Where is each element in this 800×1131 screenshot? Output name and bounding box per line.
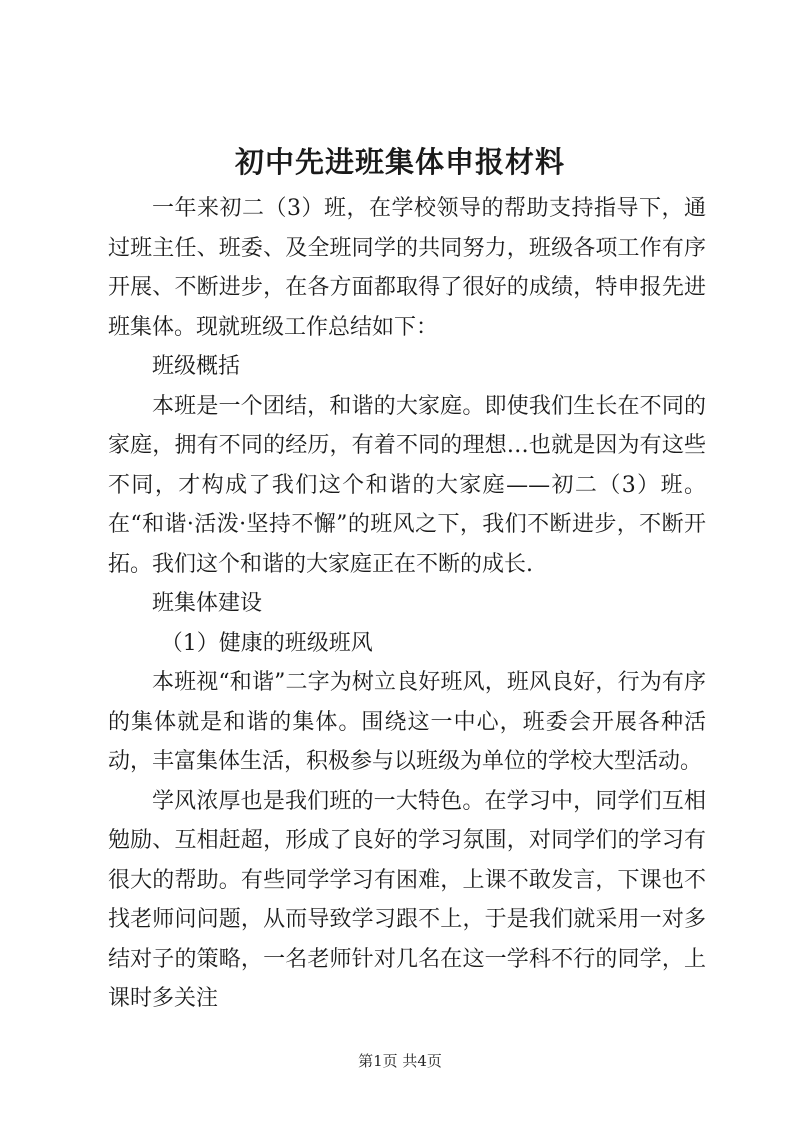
subsection-heading-class-style: （1）健康的班级班风 [160,630,373,656]
section-heading-class-building: 班集体建设 [152,591,263,616]
document-title: 初中先进班集体申报材料 [234,145,565,179]
document-body [108,189,706,1019]
section-heading-class-overview: 班级概括 [152,354,241,379]
intro-paragraph: 一年来初二（3）班，在学校领导的帮助支持指导下，通过班主任、班委、及全班同学的共同努力，班级各项工作有序开展、不断进步，在各方面都取得了很好的成绩，特申报先进班集体。现就班级工作总结如下： [108,196,706,340]
overview-paragraph: 本班是一个团结，和谐的大家庭。即使我们生长在不同的家庭，拥有不同的经历，有着不同的理想…也就是因为有这些不同，才构成了我们这个和谐的大家庭——初二（3）班。在“和谐·活泼·坚持不懈”的班风之下，我们不断进步，不断开拓。我们这个和谐的大家庭正在不断的成长. [108,393,706,577]
page-number-footer: 第1页 共4页 [358,1052,442,1070]
class-style-paragraph: 本班视“和谐”二字为树立良好班风，班风良好，行为有序的集体就是和谐的集体。围绕这一中心，班委会开展各种活动，丰富集体生活，积极参与以班级为单位的学校大型活动。 [108,670,706,774]
study-atmosphere-paragraph: 学风浓厚也是我们班的一大特色。在学习中，同学们互相勉励、互相赶超，形成了良好的学习氛围，对同学们的学习有很大的帮助。有些同学学习有困难，上课不敢发言，下课也不找老师问问题，从而导致学习跟不上，于是我们就采用一对多结对子的策略，一名老师针对几名在这一学科不行的同学，上课时多关注 [108,788,706,1011]
